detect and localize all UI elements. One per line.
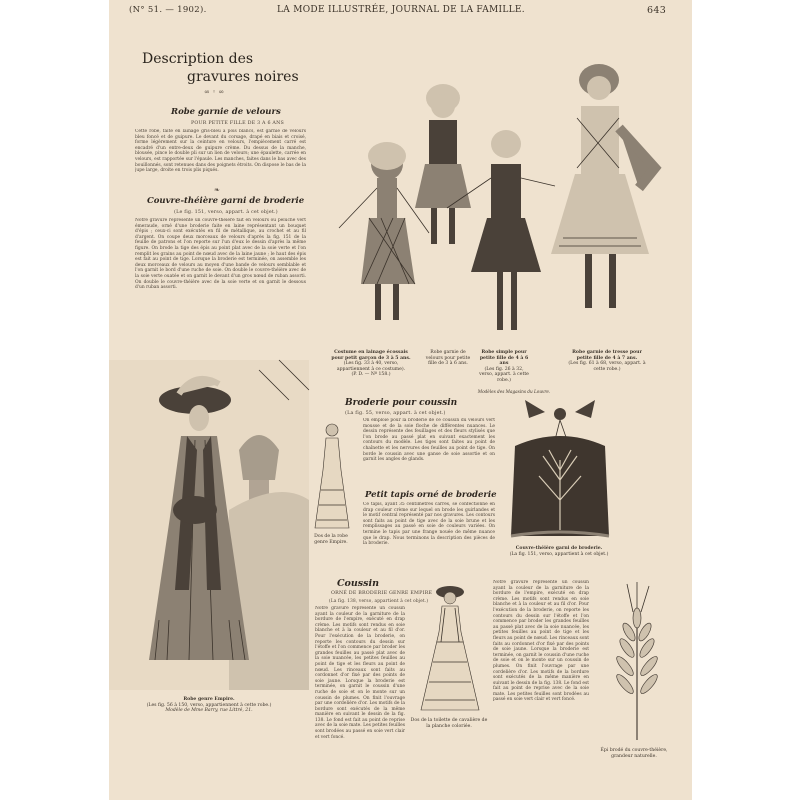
caption-robe-tresse-title: Robe garnie de tresse pour petite fille de 4 à 7 ans. [572, 350, 642, 361]
main-title-line2: gravures noires [187, 69, 299, 85]
caption-robe-simple [477, 350, 531, 384]
caption-costume-id: (P. D. — Nº 158.) [351, 372, 391, 378]
dos-robe-illustration [309, 420, 355, 530]
text-coussin: Notre gravure représente un coussin ayant la couleur de la garniture de la bordure de l'empire, exécuté en drap crème. Les motifs sont rendus en soie blanche et à la couleur et au fil d'or. Pour l'exécution de la broderie, on reporte les contours du dessin sur l'étoffe et l'on commence par broder les grandes feuilles au passé plat avec de la soie nuancée, les petites feuilles au point de tige et les fleurs au point de nœud. Les rinceaux sont faits au cordonnet d'or fixé par des points de soie jaune. Lorsque la broderie est terminée, on garnit le coussin d'une ruche de soie et on le monte sur un coussin de plumes. On finit l'ouvrage par une cordelière d'or. Les motifs de la bordure sont exécutés de la même manière en suivant le dessin de la fig. 138. Le fond est fait au point de reprise avec de la soie mate. Les petites feuilles sont brodées au passé en soie vert clair et vert foncé. [315, 606, 405, 740]
page-number: 643 [647, 5, 667, 16]
child-figure [415, 84, 471, 244]
caption-robe-tresse-ref: (Les fig. 61 à 68, verso, appart. à cette robe.) [568, 361, 646, 372]
heading-petit-tapis: Petit tapis orné de broderie [365, 490, 497, 500]
subheading-broderie-coussin: (La fig. 55, verso, appart. à cet objet.) [345, 411, 446, 416]
empire-coat-illustration [109, 360, 309, 690]
caption-robe-empire-title: Robe genre Empire. [183, 697, 235, 702]
couvre-theiere-illustration [505, 400, 615, 540]
child-figure [447, 130, 555, 330]
caption-credit-empire: Modèle de Mme Barry, rue Littré, 21. [165, 708, 253, 714]
text-broderie-coussin: On emploie pour la broderie de ce coussin du velours vert mousse et de la soie floche de différentes nuances. Le dessin représente des feuillages et des fleurs stylisés que l'on brode au passé plat en suivant exactement les contours du modèle. Les tiges sont faites au point de chaînette et les nervures des feuilles au point de tige. On borde le coussin avec une ganse de soie assortie et on garnit les angles de glands. [363, 418, 495, 463]
magazine-page [109, 0, 692, 800]
caption-robe-empire-ref: (Les fig. 56 à 150, verso, appartiennent à cette robe.) [146, 702, 272, 708]
ornament-icon: ❧ [214, 186, 220, 194]
credit-enfants: Modèles des Magasins du Louvre. [477, 389, 551, 394]
caption-epi: Épi brodé du couvre-théière, grandeur naturelle. [600, 748, 668, 759]
journal-title: LA MODE ILLUSTRÉE, JOURNAL DE LA FAMILLE. [277, 5, 525, 15]
heading-broderie-coussin: Broderie pour coussin [345, 398, 458, 408]
ornament-icon: ∞ ◦ ∞ [204, 88, 225, 96]
text-couvre-theiere: Notre gravure représente un couvre-théière fait en velours ou peluche vert émeraude, orné d'une broderie faite en laine représentant un bouquet d'épis ; ceux-ci sont exécutés en fil de métallique, au crochet et au fil d'argent. On coupe deux morceaux de velours d'après la fig. 151 de la feuille de patrons et l'on reporte sur l'un d'eux le dessin d'après la même figure. On brode la tige des épis au point plat avec de la soie verte et l'on remplit les grains au point de nœud avec de la laine jaune ; le haut des épis est fait au point de tige. Lorsque la broderie est terminée, on assemble les deux morceaux de velours au moyen d'une bande de velours semblable et l'on garnit le bord d'une ruche de soie. On double le couvre-théière avec de la soie verte ouatée et on garnit le devant d'un gros nœud de ruban assorti. On double le couvre-théière avec de la soie verte et on garnit le dessous d'un ruban assorti. [135, 218, 306, 291]
caption-couvre-title: Couvre-théière garni de broderie. [515, 546, 603, 551]
heading-robe-velours: Robe garnie de velours [171, 107, 281, 117]
child-figure [551, 64, 655, 308]
caption-costume [331, 350, 411, 378]
caption-robe-velours: Robe garnie de velours pour petite fille de 3 à 6 ans. [425, 350, 471, 367]
caption-dos-robe: Dos de la robe genre Empire. [314, 534, 348, 545]
subheading2-coussin: (La fig. 138, verso, appartient à cet objet.) [329, 598, 429, 603]
caption-robe-simple-title: Robe simple pour petite fille de 4 à 6 ans [479, 350, 529, 367]
subheading-robe-velours: POUR PETITE FILLE DE 3 A 6 ANS [191, 121, 284, 126]
caption-costume-title: Costume en lainage écossais pour petit garçon de 3 à 5 ans. [331, 350, 411, 361]
caption-robe-empire [139, 697, 279, 714]
text-coussin-suite: Notre gravure représente un coussin ayant la couleur de la garniture de la bordure de l'empire, exécuté en drap crème. Les motifs sont rendus en soie blanche et à la couleur et au fil d'or. Pour l'exécution de la broderie, on reporte les contours du dessin sur l'étoffe et l'on commence par broder les grandes feuilles au passé plat avec de la soie nuancée, les petites feuilles au point de tige et les fleurs au point de nœud. Les rinceaux sont faits au cordonnet d'or fixé par des points de soie jaune. Lorsque la broderie est terminée, on garnit le coussin d'une ruche de soie et on le monte sur un coussin de plumes. On finit l'ouvrage par une cordelière d'or. Les motifs de la bordure sont exécutés de la même manière en suivant le dessin de la fig. 138. Le fond est fait au point de reprise avec de la soie mate. Les petites feuilles sont brodées au passé en soie vert clair et vert foncé. [493, 580, 589, 703]
heading-couvre-theiere: Couvre-théière garni de broderie [147, 196, 305, 206]
caption-dos-toilette: Dos de la toilette de cavalière de la planche coloriée. [410, 718, 488, 729]
epi-illustration [597, 582, 677, 742]
caption-costume-ref: (Les fig. 33 à 40, verso, appartiennent à ce costume). [336, 361, 406, 372]
caption-robe-simple-ref: (Les fig. 26 à 32, verso, appart. à cette robe.) [479, 366, 529, 383]
text-robe-velours: Cette robe, faite en lainage gris-bleu à pois blancs, est garnie de velours bleu foncé et de guipure. Le devant du corsage, drapé en biais et croisé, forme légèrement sur la ceinture en velours, l'empiècement carré est encadré d'un entre-deux de guipure crème. Du dessus de la manche, blousée, pince le double pli sur un lien de velours; une épaulette, carrée en velours, est rapportée sur l'épaule. Les manches, faites dans le bas avec des bouillonnés, sont retenues dans des poignets étroits. On dispose le bas de la jupe large, droite en trois plis piqués. [135, 129, 306, 174]
main-title-line1: Description des [142, 51, 254, 67]
caption-couvre-ref: (La fig. 151, verso, appartient à cet objet.) [509, 551, 609, 557]
caption-couvre-theiere [495, 546, 623, 557]
dos-toilette-illustration [415, 582, 485, 712]
subheading-couvre-theiere: (Le fig. 151, verso, appart. à cet objet.) [174, 210, 278, 215]
caption-robe-tresse [567, 350, 647, 372]
issue-number: (N° 51. — 1902). [129, 5, 207, 15]
subheading-coussin: ORNÉ DE BRODERIE GENRE EMPIRE [331, 591, 433, 596]
text-petit-tapis: Ce tapis, ayant 35 centimètres carrés, se confectionne en drap couleur crème sur lequel on brode les guirlandes et le motif central représenté par nos gravures. Les contours sont faits au point de tige avec de la soie brune et les remplissages au passé en soie de couleurs variées. On termine le tapis par une frange nouée de même nuance que le drap. Nous terminons la description des pièces de la broderie. [363, 502, 495, 547]
children-fashion-illustration [319, 58, 679, 348]
child-figure [339, 142, 429, 320]
heading-coussin: Coussin [337, 578, 380, 589]
